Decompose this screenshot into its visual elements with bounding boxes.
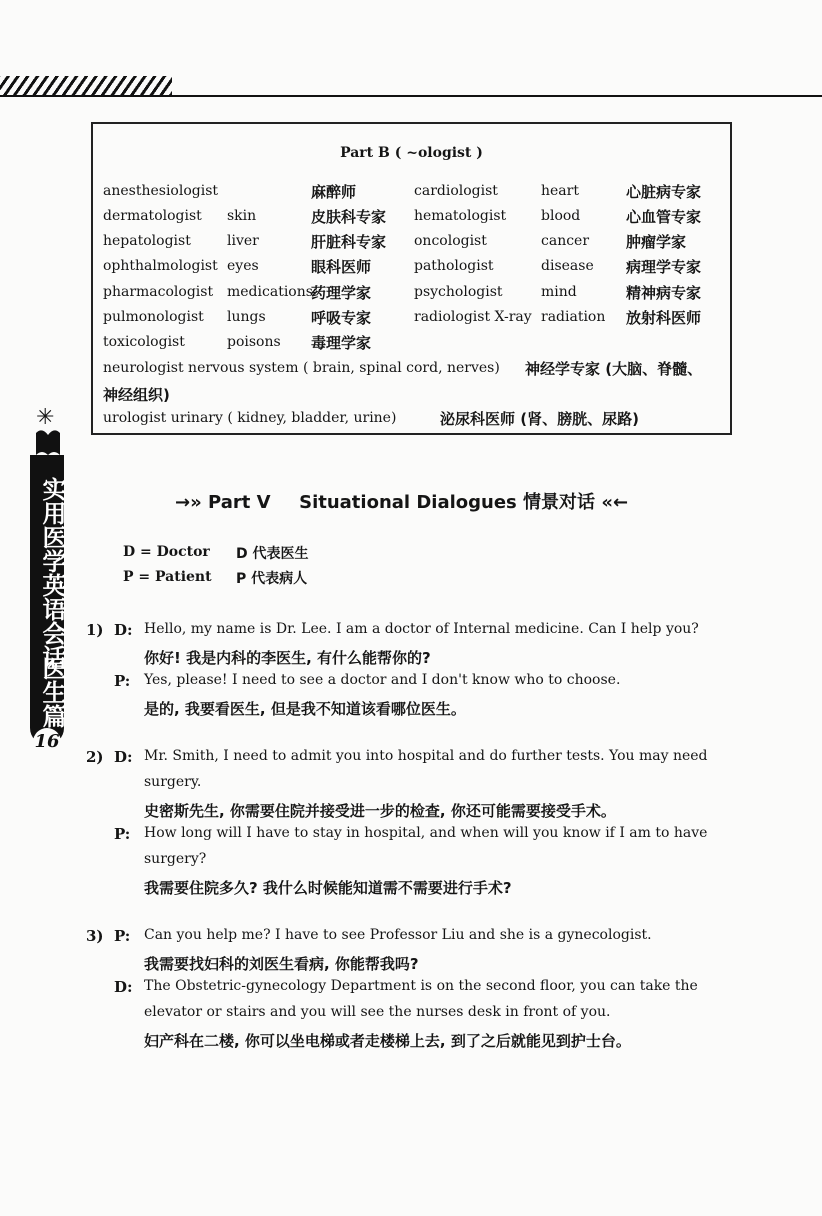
neurologist-en: neurologist nervous system ( brain, spinal cord, nerves) bbox=[103, 360, 500, 376]
sidebar-sparkle-icon: ✳ bbox=[36, 405, 55, 430]
legend-patient-desc: P 代表病人 bbox=[236, 571, 308, 587]
part-b-cell: liver bbox=[227, 233, 259, 249]
part-b-cell: 心脏病专家 bbox=[626, 183, 702, 201]
part-v-title: Situational Dialogues bbox=[299, 492, 517, 513]
part-b-cell: 放射科医师 bbox=[626, 309, 702, 327]
part-b-cell: cancer bbox=[541, 233, 590, 249]
dialogue-number: 3) bbox=[86, 927, 104, 945]
part-b-cell: eyes bbox=[227, 258, 259, 274]
part-b-cell: pathologist bbox=[414, 258, 494, 274]
speaker-label: P: bbox=[114, 825, 131, 843]
speaker-label: D: bbox=[114, 621, 133, 639]
part-b-cell: radiologist X-ray bbox=[414, 309, 532, 325]
part-b-cell: 皮肤科专家 bbox=[311, 208, 387, 226]
part-b-box bbox=[91, 122, 732, 435]
dialogue-number: 1) bbox=[86, 621, 104, 639]
part-b-cell: 毒理学家 bbox=[311, 334, 372, 352]
dialogue-english: Yes, please! I need to see a doctor and I don't know who to choose. bbox=[144, 672, 621, 688]
neurologist-zh: 神经学专家 (大脑、脊髓、 bbox=[525, 360, 703, 378]
part-b-cell: radiation bbox=[541, 309, 606, 325]
dialogue-english: Mr. Smith, I need to admit you into hospital and do further tests. You may need surgery. bbox=[144, 748, 708, 790]
dialogue-english: How long will I have to stay in hospital, and when will you know if I am to have surgery? bbox=[144, 825, 708, 867]
part-b-cell: mind bbox=[541, 284, 577, 300]
sidebar-book-icon bbox=[32, 425, 64, 459]
part-b-cell: psychologist bbox=[414, 284, 503, 300]
part-b-cell: 病理学专家 bbox=[626, 258, 702, 276]
part-b-cell: lungs bbox=[227, 309, 266, 325]
right-arrow-icon: «← bbox=[601, 492, 629, 513]
urologist-en: urologist urinary ( kidney, bladder, urine) bbox=[103, 410, 397, 426]
part-b-cell: 药理学家 bbox=[311, 284, 372, 302]
part-b-cell: 精神病专家 bbox=[626, 284, 702, 302]
part-b-cell: medications bbox=[227, 284, 313, 300]
part-b-cell: cardiologist bbox=[414, 183, 498, 199]
part-b-cell: poisons bbox=[227, 334, 281, 350]
part-b-cell: 肿瘤学家 bbox=[626, 233, 687, 251]
speaker-label: D: bbox=[114, 748, 133, 766]
part-b-cell: pulmonologist bbox=[103, 309, 204, 325]
dialogue-chinese: 你好! 我是内科的李医生, 有什么能帮你的? bbox=[144, 649, 431, 667]
part-b-cell: anesthesiologist bbox=[103, 183, 219, 199]
part-v-label: Part Ⅴ bbox=[208, 492, 271, 513]
part-b-cell: skin bbox=[227, 208, 257, 224]
part-v-heading bbox=[175, 488, 628, 514]
dialogue-english: Can you help me? I have to see Professor Liu and she is a gynecologist. bbox=[144, 927, 652, 943]
part-b-cell: dermatologist bbox=[103, 208, 202, 224]
part-b-cell: ophthalmologist bbox=[103, 258, 218, 274]
dialogue-chinese: 我需要找妇科的刘医生看病, 你能帮我吗? bbox=[144, 955, 419, 973]
part-b-cell: hepatologist bbox=[103, 233, 191, 249]
part-b-cell: 呼吸专家 bbox=[311, 309, 372, 327]
dialogue-chinese: 是的, 我要看医生, 但是我不知道该看哪位医生。 bbox=[144, 700, 466, 718]
sidebar-book-title: 实用医学英语会话 bbox=[38, 476, 66, 669]
speaker-label: P: bbox=[114, 927, 131, 945]
part-b-cell: heart bbox=[541, 183, 579, 199]
dialogue-chinese: 史密斯先生, 你需要住院并接受进一步的检查, 你还可能需要接受手术。 bbox=[144, 802, 616, 820]
part-b-cell: pharmacologist bbox=[103, 284, 214, 300]
left-arrow-icon: →» bbox=[175, 492, 202, 513]
legend-doctor-desc: D 代表医生 bbox=[236, 546, 309, 562]
header-hatch-decoration bbox=[0, 76, 172, 96]
speaker-label: P: bbox=[114, 672, 131, 690]
part-b-cell: 心血管专家 bbox=[626, 208, 702, 226]
part-b-cell: 眼科医师 bbox=[311, 258, 372, 276]
dialogue-number: 2) bbox=[86, 748, 104, 766]
dialogue-english: The Obstetric-gynecology Department is on the second floor, you can take the elevator or stairs and you will see the nurses desk in front of you. bbox=[144, 978, 698, 1020]
sidebar-book-subtitle: 医生篇 bbox=[38, 656, 66, 728]
urologist-zh: 泌尿科医师 (肾、膀胱、尿路) bbox=[440, 410, 639, 428]
dialogue-english: Hello, my name is Dr. Lee. I am a doctor of Internal medicine. Can I help you? bbox=[144, 621, 699, 637]
part-b-cell: oncologist bbox=[414, 233, 487, 249]
part-v-title-zh: 情景对话 bbox=[523, 492, 596, 513]
dialogue-chinese: 妇产科在二楼, 你可以坐电梯或者走楼梯上去, 到了之后就能见到护士台。 bbox=[144, 1032, 631, 1050]
legend-doctor-code: D = Doctor bbox=[123, 544, 210, 560]
part-b-cell: 肝脏科专家 bbox=[311, 233, 387, 251]
part-b-cell: hematologist bbox=[414, 208, 507, 224]
speaker-label: D: bbox=[114, 978, 133, 996]
part-b-cell: toxicologist bbox=[103, 334, 185, 350]
header-rule bbox=[0, 95, 822, 97]
page-number: 16 bbox=[33, 728, 61, 756]
part-b-cell: blood bbox=[541, 208, 581, 224]
dialogue-chinese: 我需要住院多久? 我什么时候能知道需不需要进行手术? bbox=[144, 879, 512, 897]
part-b-cell: disease bbox=[541, 258, 594, 274]
legend-patient-code: P = Patient bbox=[123, 569, 212, 585]
part-b-title: Part B ( ~ologist ) bbox=[340, 145, 483, 161]
neurologist-zh-cont: 神经组织) bbox=[103, 386, 170, 404]
part-b-cell: 麻醉师 bbox=[311, 183, 357, 201]
